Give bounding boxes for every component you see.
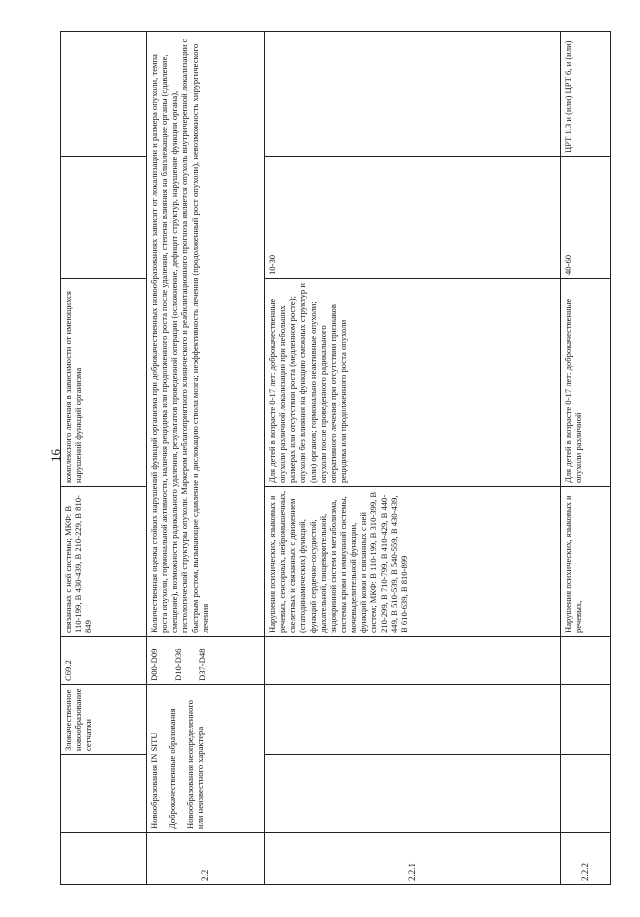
- cell-diagnosis: [265, 755, 561, 833]
- diagnosis-line: Новообразования неопределенного или неизвестного характера: [185, 700, 206, 829]
- table-row: [147, 32, 265, 885]
- cell-violations: Нарушения психических, языковых и речевых,: [561, 487, 611, 637]
- cell-number: 2.2.2: [561, 833, 611, 885]
- table-row: [561, 32, 611, 885]
- cell-diagnosis: [147, 685, 265, 833]
- cell-diagnosis: [561, 755, 611, 833]
- cell-criteria: Для детей в возрасте 0-17 лет: доброкачественные опухоли различной локализации при небольших размерах или отсутствии роста (медленном росте); опухоли без влияния на функцию смежных структур и (или) органов; гормонально неактивные опухоли; опухоли после проведенного радикального оперативного лечения при отсутствии признаков рецидива или продолженного роста опухоли: [265, 279, 561, 487]
- cell-note: [265, 32, 561, 157]
- cell-icd-code: C69.2: [61, 637, 147, 685]
- page-number: 16: [48, 449, 63, 462]
- cell-violations: связанных с ней системы; МКФ: В 110-199, В 430-439, В 210-229, В 810-849: [61, 487, 147, 637]
- cell-number: 2.2.1: [265, 833, 561, 885]
- cell-percent: [61, 157, 147, 279]
- cell-diagnosis: [61, 755, 147, 833]
- cell-diagnosis-detail: Злокачественное новообразование сетчатки: [61, 685, 147, 755]
- cell-violations: Нарушения психических, языковых и речевых, сенсорных, нейромышечных, скелетных и связанных с движением (статодинамических) функций, функций сердечно-сосудистой, дыхательной, пищеварительной, эндокринной систем и метаболизма, системы крови и иммунной системы, мочевыделительной функции, функций кожи и связанных с ней систем; МКФ: В 110-199, В 310-399, В 210-299, В 710-799, В 410-429, В 440-449, В 510-539, В 540-559, В 430-439, В 610-639, В 810-899: [265, 487, 561, 637]
- icd-code: D37-D48: [197, 648, 208, 681]
- cell-percent: 10-30: [265, 157, 561, 279]
- icd-code: D10-D36: [173, 648, 184, 681]
- classification-table-sheet: [60, 32, 610, 885]
- cell-quantitative-assessment: Количественная оценка стойких нарушений функций организма при доброкачественных новообразованиях зависит от локализации и размера опухоли, темпа роста опухоли, гормональной активности, наличия рецидива или продолженного роста после удаления, степени влияния на близлежащие органы (сдавление, смещение), возможности радикального удаления, результатов проведенной операции (осложнение, дефицит структур, нарушение функции органа), гистологической структуры опухоли. Маркером неблагоприятного клинического и реабилитационного прогноза является опухоль внутричерепной локализации с быстрым ростом, вызывающие сдавление и дислокацию ствола мозга; неэффективность лечения (продолженный рост опухоли), невозможность хирургического лечения: [147, 32, 265, 637]
- diagnosis-line: Новообразования IN SITU: [149, 732, 159, 829]
- cell-percent: 40-60: [561, 157, 611, 279]
- cell-diagnosis-detail: [265, 685, 561, 755]
- cell-number: 2.2: [147, 833, 265, 885]
- cell-number: [61, 833, 147, 885]
- disability-criteria-table: [60, 31, 611, 885]
- icd-code: D00-D09: [149, 648, 159, 681]
- cell-criteria: комплексного лечения в зависимости от имеющихся нарушений функций организма: [61, 279, 147, 487]
- cell-icd-code: [147, 637, 265, 685]
- cell-note: [61, 32, 147, 157]
- cell-criteria: Для детей в возрасте 0-17 лет: доброкачественные опухоли различной: [561, 279, 611, 487]
- cell-icd-code: [561, 637, 611, 685]
- cell-diagnosis-detail: [561, 685, 611, 755]
- table-row: [265, 32, 561, 885]
- cell-note: ЦРТ 1.3 и (или) ЦРТ 6, и (или): [561, 32, 611, 157]
- table-row: [61, 32, 147, 885]
- cell-icd-code: [265, 637, 561, 685]
- diagnosis-line: Доброкачественные образования: [167, 708, 178, 829]
